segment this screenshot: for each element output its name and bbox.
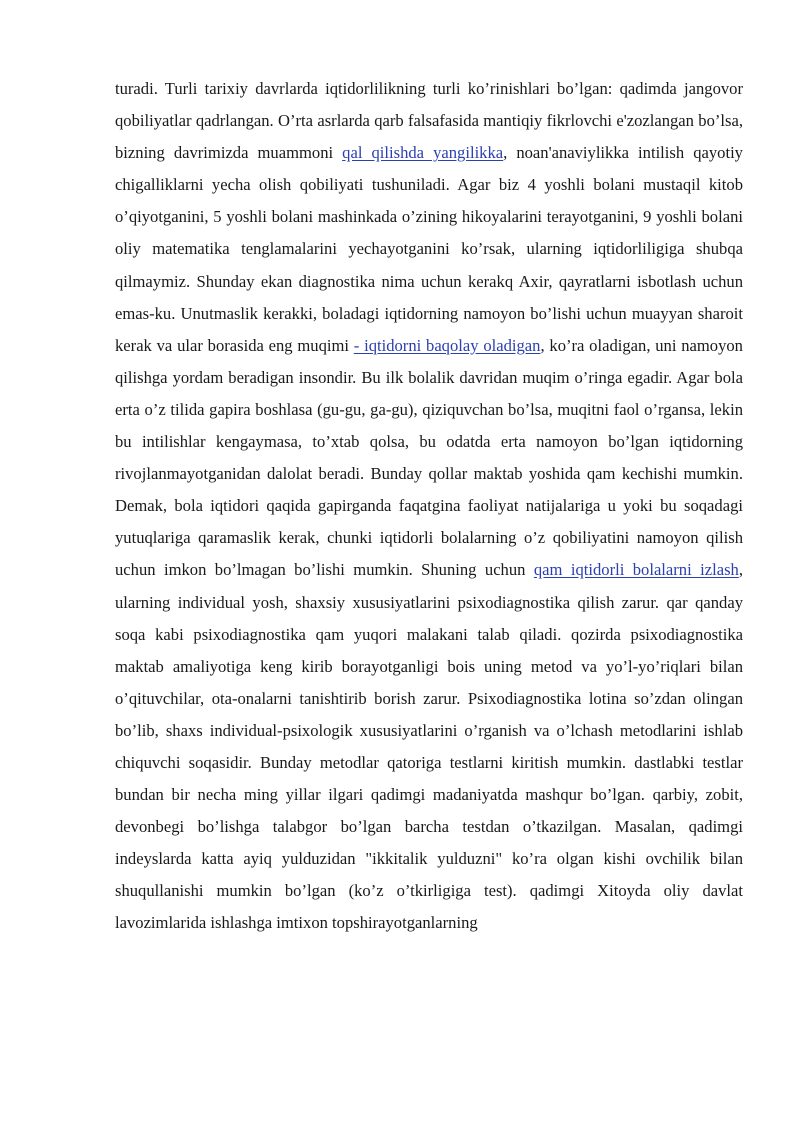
- link-iqtidorli-bolalarni-izlash[interactable]: qam iqtidorli bolalarni izlash: [533, 560, 739, 580]
- paragraph-text: , noan'anaviylikka intilish qayotiy chigalliklarni yecha olish qobiliyati tushuniladi. Agar biz 4 yoshli bolani mustaqil kitob o’qiyotganini, 5 yoshli bolani mashinkada o’zining hikoyalarini terayotganini, 9 yoshli bolani oliy matematika tenglamalarini yechayotganini ko’rsak, ularning iqtidorliligiga shubqa qilmaymiz. Shunday ekan diagnostika nima uchun kerakq Axir, qayratlarni isbotlash uchun emas-ku. Unutmaslik kerakki, boladagi iqtidorning namoyon bo’lishi uchun muayyan sharoit kerak va ular borasida eng muqimi: [115, 143, 743, 355]
- link-iqtidorni-baqolay[interactable]: - iqtidorni baqolay oladigan: [353, 335, 541, 355]
- paragraph-text: turadi. Turli tarixiy davrlarda iqtidorlilikning turli ko’rinishlari bo’lgan: qadimda jangovor qobiliyatlar qadrlangan. O’rta asrlarda qarb falsafasida mantiqiy fikrlovchi e'zozlangan bo’lsa, bizning davrimizda muammoni: [115, 79, 743, 163]
- document-page: [115, 73, 743, 940]
- paragraph-text: , ko’ra oladigan, uni namoyon qilishga yordam beradigan insondir. Bu ilk bolalik davridan muqim o’ringa egadir. Agar bola erta o’z tilida gapira boshlasa (gu-gu, ga-gu), qiziquvchan bo’lsa, muqitni faol o’rgansa, lekin bu intilishlar kengaymasa, to’xtab qolsa, bu odatda erta namoyon bo’lgan iqtidorning rivojlanmayotganidan dalolat beradi. Bunday qollar maktab yoshida qam kechishi mumkin. Demak, bola iqtidori qaqida gapirganda faqatgina faoliyat natijalariga u yoki bu soqadagi yutuqlariga qaramaslik kerak, chunki iqtidorli bolalarning o’z qobiliyatini namoyon qilish uchun imkon bo’lmagan bo’lishi mumkin. Shuning uchun: [115, 335, 743, 580]
- body-paragraph: [115, 73, 743, 940]
- paragraph-text: , ularning individual yosh, shaxsiy xususiyatlarini psixodiagnostika qilish zarur. qar qanday soqa kabi psixodiagnostika qam yuqori malakani talab qiladi. qozirda psixodiagnostika maktab amaliyotiga keng kirib borayotganligi bois uning metod va yo’l-yo’riqlari bilan o’qituvchilar, ota-onalarni tanishtirib borish zarur. Psixodiagnostika lotina so’zdan olingan bo’lib, shaxs individual-psixologik xususiyatlarini o’rganish va o’lchash metodlarini ishlab chiquvchi soqasidir. Bunday metodlar qatoriga testlarni kiritish mumkin. dastlabki testlar bundan bir necha ming yillar ilgari qadimgi madaniyatda mashqur bo’lgan. qarbiy, zobit, devonbegi bo’lishga talabgor bo’lgan barcha testdan o’tkazilgan. Masalan, qadimgi indeyslarda katta ayiq yulduzidan "ikkitalik yulduzni" ko’ra olgan kishi ovchilik bilan shuqullanishi mumkin bo’lgan (ko’z o’tkirligiga test). qadimgi Xitoyda oliy davlat lavozimlarida ishlashga imtixon topshirayotganlarning: [115, 560, 743, 933]
- link-yangilikka[interactable]: qal qilishda yangilikka: [342, 143, 504, 163]
